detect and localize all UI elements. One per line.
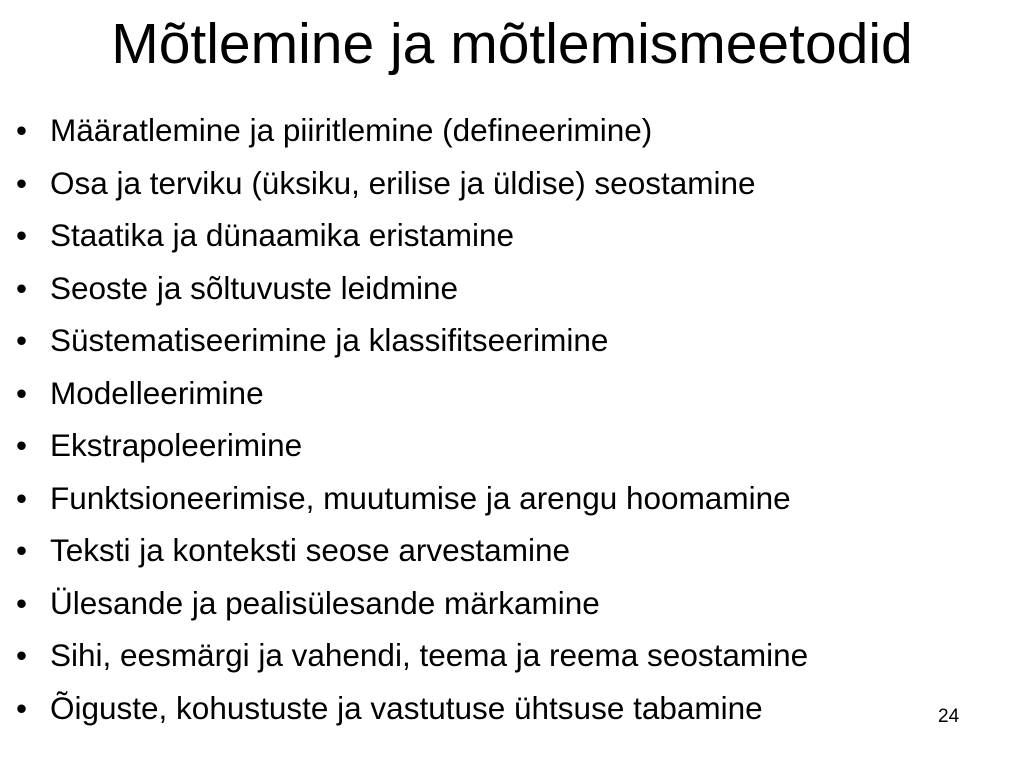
bullet-icon: • xyxy=(16,584,28,621)
bullet-icon: • xyxy=(16,322,28,358)
bullet-icon: • xyxy=(16,637,28,673)
list-item xyxy=(12,472,808,525)
bullet-list xyxy=(12,104,808,734)
list-item xyxy=(12,419,808,472)
list-item xyxy=(12,629,808,682)
list-item xyxy=(12,157,808,210)
list-item-text: Süstematiseerimine ja klassifitseerimine xyxy=(50,322,609,358)
list-item-text: Ülesande ja pealisülesande märkamine xyxy=(50,584,600,621)
list-item xyxy=(12,104,808,157)
slide-title: Mõtlemine ja mõtlemismeetodid xyxy=(111,12,913,76)
list-item-text: Sihi, eesmärgi ja vahendi, teema ja reema seostamine xyxy=(50,637,809,673)
page-number: 24 xyxy=(938,706,960,727)
bullet-icon: • xyxy=(16,112,28,148)
list-item xyxy=(12,682,808,735)
list-item xyxy=(12,577,808,630)
list-item-text: Seoste ja sõltuvuste leidmine xyxy=(50,269,458,306)
list-item xyxy=(12,209,808,262)
bullet-icon: • xyxy=(16,269,28,306)
list-item-text: Määratlemine ja piiritlemine (defineerimine) xyxy=(50,112,653,148)
bullet-icon: • xyxy=(16,427,28,463)
list-item-text: Ekstrapoleerimine xyxy=(50,427,303,463)
list-item-text: Osa ja terviku (üksiku, erilise ja üldise) seostamine xyxy=(50,164,756,201)
list-item xyxy=(12,314,808,367)
list-item-text: Teksti ja konteksti seose arvestamine xyxy=(50,532,570,568)
bullet-icon: • xyxy=(16,374,28,411)
list-item-text: Staatika ja dünaamika eristamine xyxy=(50,217,514,253)
list-item-text: Õiguste, kohustuste ja vastutuse ühtsuse tabamine xyxy=(50,689,763,726)
list-item xyxy=(12,367,808,420)
bullet-icon: • xyxy=(16,164,28,201)
list-item-text: Funktsioneerimise, muutumise ja arengu hoomamine xyxy=(50,479,791,516)
bullet-icon: • xyxy=(16,217,28,253)
list-item-text: Modelleerimine xyxy=(50,374,264,411)
bullet-icon: • xyxy=(16,479,28,516)
list-item xyxy=(12,524,808,577)
list-item xyxy=(12,262,808,315)
bullet-icon: • xyxy=(16,689,28,726)
bullet-icon: • xyxy=(16,532,28,568)
